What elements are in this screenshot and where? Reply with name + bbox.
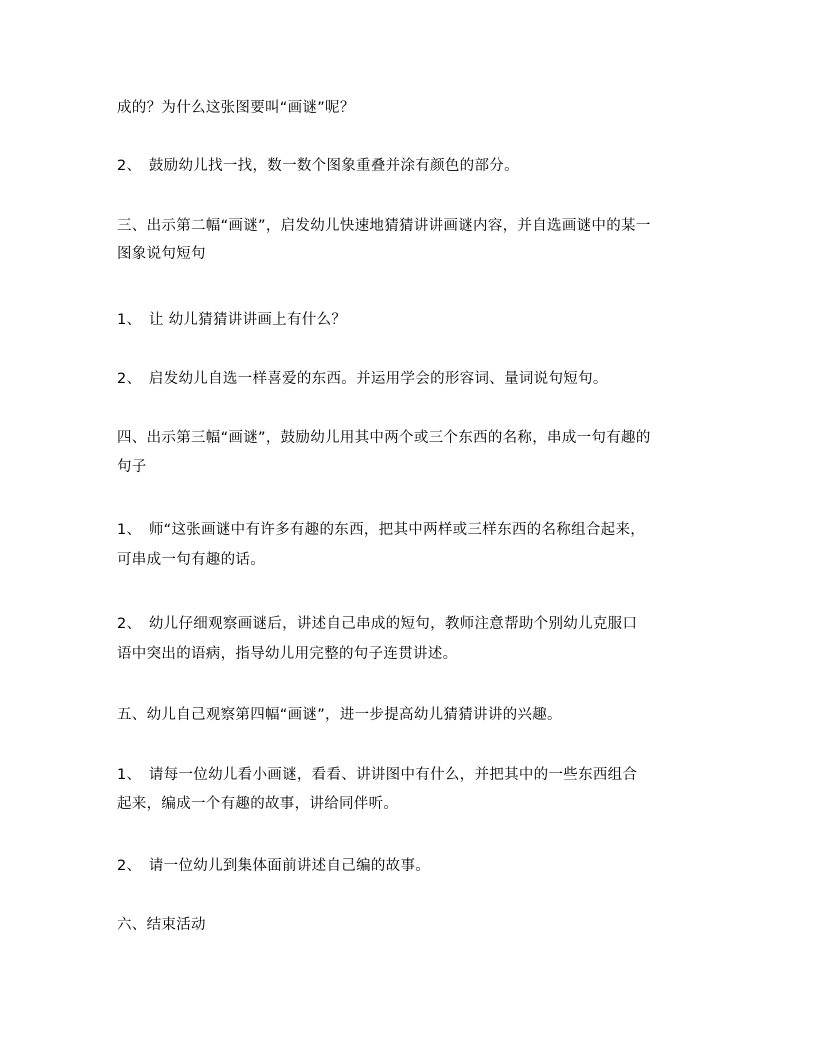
section-4-item-1: 1、 师“这张画谜中有许多有趣的东西，把其中两样或三样东西的名称组合起来，: [117, 522, 646, 538]
section-4-item-2: 2、 幼儿仔细观察画谜后，讲述自己串成的短句，教师注意帮助个别幼儿克服口: [117, 616, 638, 632]
section-3-item-1: 1、 让 幼儿猜猜讲讲画上有什么？: [117, 312, 347, 328]
section-5-item-1-cont: 起来，编成一个有趣的故事，讲给同伴听。: [117, 796, 399, 812]
section-5-item-1: 1、 请每一位幼儿看小画谜，看看、讲讲图中有什么，并把其中的一些东西组合: [117, 767, 638, 783]
section-6-heading: 六、结束活动: [117, 917, 206, 933]
section-4-item-1-cont: 可串成一句有趣的话。: [117, 552, 265, 568]
section-5-heading: 五、幼儿自己观察第四幅“画谜”，进一步提高幼儿猜猜讲讲的兴趣。: [117, 707, 562, 723]
section-3-item-2: 2、 启发幼儿自选一样喜爱的东西。并运用学会的形容词、量词说句短句。: [117, 371, 608, 387]
list-item-2-count-parts: 2、 鼓励幼儿找一找，数一数个图象重叠并涂有颜色的部分。: [117, 158, 519, 174]
section-5-item-2: 2、 请一位幼儿到集体面前讲述自己编的故事。: [117, 858, 431, 874]
section-4-heading-cont: 句子: [117, 459, 147, 475]
section-3-heading: 三、出示第二幅“画谜”，启发幼儿快速地猜猜讲讲画谜内容，并自选画谜中的某一: [117, 218, 651, 234]
section-4-heading: 四、出示第三幅“画谜”，鼓励幼儿用其中两个或三个东西的名称，串成一句有趣的: [117, 430, 651, 446]
section-3-heading-cont: 图象说句短句: [117, 246, 206, 262]
section-4-item-2-cont: 语中突出的语病，指导幼儿用完整的句子连贯讲述。: [117, 646, 458, 662]
text-line-continuation: 成的？为什么这张图要叫“画谜”呢？: [117, 100, 355, 116]
